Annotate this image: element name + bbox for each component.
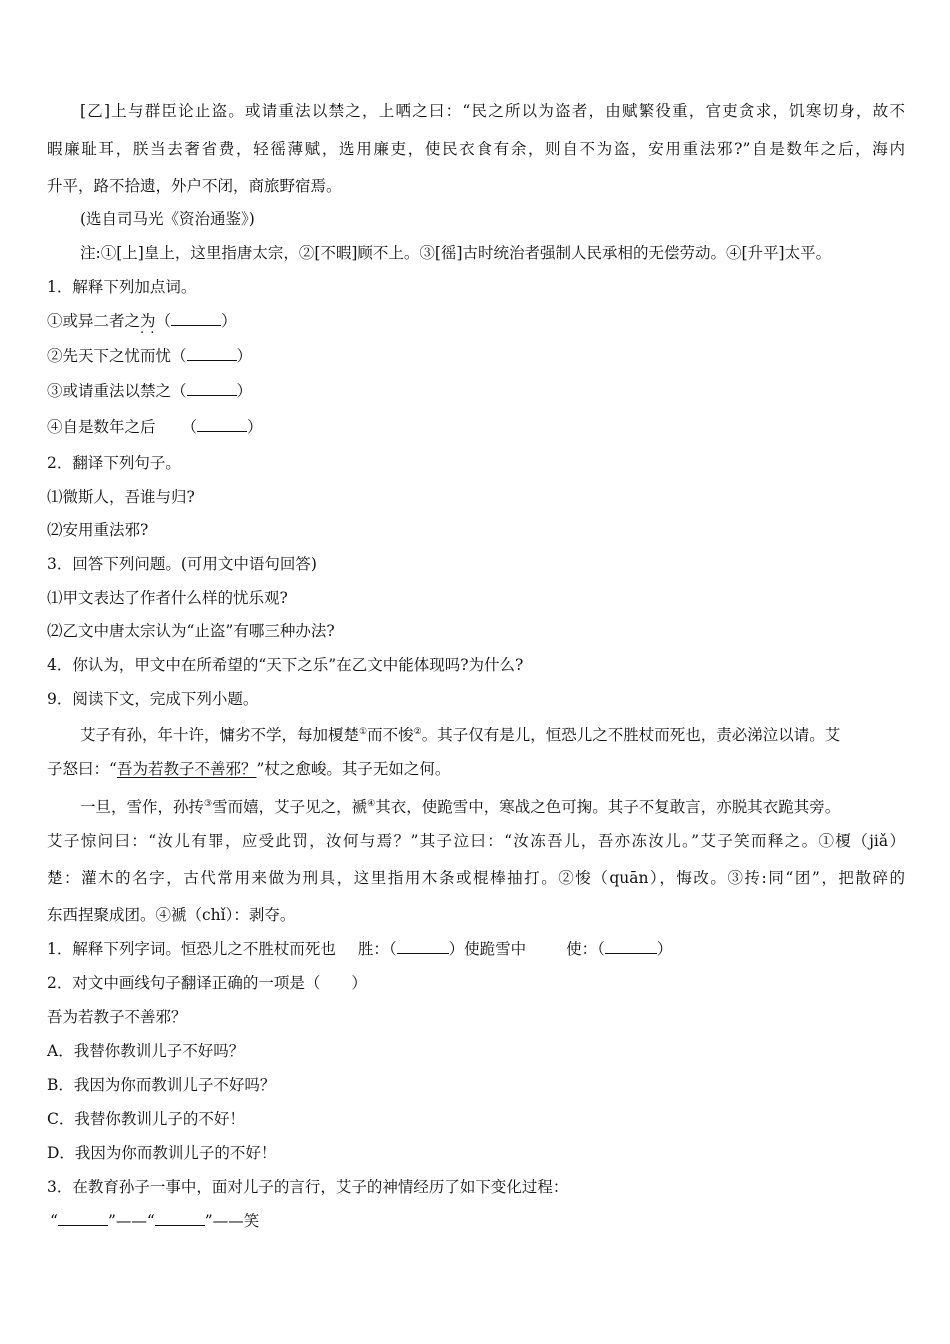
q9-para2-line3: 楚：灌木的名字，古代常用来做为刑具，这里指用木条或棍棒抽打。②悛（quān），悔改。③抟:同“团”，把散碎的 [47,869,905,887]
q9-text: 。其子仅有是儿，恒恐儿之不胜杖而死也，责必涕泣以请。艾 [421,726,841,745]
sub2-option-a[interactable]: A．我替你教训儿子不好吗？ [47,1042,245,1060]
q1-item-2-text: 先天下之忧而忧 [62,347,172,365]
sub2-sentence: 吾为若教子不善邪？ [47,1008,187,1026]
q1-item-2-num: ② [47,347,63,365]
q3-sub-1: ⑴甲文表达了作者什么样的忧乐观? [47,589,288,607]
q9-text: 雪而嬉，艾子见之，褫 [212,798,368,817]
sub1-label-sheng: 胜：（ [357,940,397,958]
sub1-close: ） [656,940,673,958]
footnote-marker: ③ [204,799,213,809]
q9-text: 而不悛 [367,726,414,745]
q1-item-4 [47,416,907,438]
q2-title: 2．翻译下列句子。 [47,454,181,472]
q2-sentence-1: ⑴微斯人，吾谁与归? [47,488,195,506]
q1-item-4-open: （ [181,418,198,436]
q9-text: 艾子有孙，年十许，慵劣不学，每加榎楚 [80,726,360,745]
q1-item-3-num: ③ [47,382,63,400]
sub1-text: 1．解释下列字词。恒恐儿之不胜杖而死也 [47,940,336,958]
sub1-text-2: ）使跪雪中 [448,940,527,958]
q1-item-3-close: ） [236,382,253,400]
q4-title: 4．你认为，甲文中在所希望的“天下之乐”在乙文中能体现吗?为什么? [47,656,524,674]
q9-text: 子怒曰：“ [47,760,117,778]
yi-passage-line-2: 暇廉耻耳，朕当去奢省费，轻徭薄赋，选用廉吏，使民衣食有余，则自不为盗，安用重法邪?”自是数年之后，海内 [47,140,905,158]
q9-title: 9．阅读下文，完成下列小题。 [47,690,259,708]
q1-item-2-blank[interactable] [187,346,237,361]
q9-para1-line2 [47,758,907,780]
sub3-title: 3．在教育孙子一事中，面对儿子的言行，艾子的神情经历了如下变化过程： [47,1178,569,1196]
footnote-marker: ④ [367,799,376,809]
yi-note: 注:①[上]皇上，这里指唐太宗，②[不暇]顾不上。③[徭]古时统治者强制人民承相的无偿劳动。④[升平]太平。 [80,244,832,262]
sub1-question [47,938,907,960]
q9-text: ”杖之愈峻。其子无如之何。 [256,760,451,778]
sub2-option-c[interactable]: C．我替你教训儿子的不好！ [47,1110,245,1128]
footnote-marker: ② [413,727,422,737]
q1-item-1 [47,310,907,332]
q3-title: 3．回答下列问题。(可用文中语句回答) [47,555,317,573]
q1-item-2-close: ） [236,347,253,365]
sub1-label-shi: 使：（ [566,940,605,958]
q1-item-3 [47,380,907,402]
q1-item-4-blank[interactable] [197,417,247,432]
sub3-blank-2[interactable] [155,1211,205,1226]
q1-item-3-open: （ [171,382,187,400]
sub3-blanks [50,1210,910,1232]
sub3-dash: ”——“ [107,1212,155,1230]
q2-sentence-2: ⑵安用重法邪? [47,521,149,539]
q3-sub-2: ⑵乙文中唐太宗认为“止盗”有哪三种办法? [47,622,335,640]
q9-text: 其衣，使跪雪中，寒战之色可掬。其子不复敢言，亦脱其衣跪其旁。 [375,798,841,817]
q1-item-2 [47,345,907,367]
q1-item-3-blank[interactable] [187,381,237,396]
q1-item-4-text: 自是数年之后 [62,418,156,436]
q1-item-1-blank[interactable] [171,311,221,326]
yi-source: (选自司马光《资治通鉴》) [80,210,255,228]
q1-item-3-text: 或请重法以禁之 [62,382,172,400]
q9-text: 一旦，雪作，孙抟 [80,798,205,817]
q9-para2-line4: 东西捏聚成团。④褫（chǐ）：剥夺。 [47,906,296,924]
yi-passage-line-1: [乙]上与群臣论止盗。或请重法以禁之，上哂之曰：“民之所以为盗者，由赋繁役重，官吏贪求，饥寒切身，故不 [80,102,905,120]
q1-item-4-close: ） [247,418,263,436]
q1-item-1-num: ① [47,312,63,330]
q1-title: 1．解释下列加点词。 [47,278,197,296]
sub1-blank-shi[interactable] [605,939,657,954]
yi-passage-line-3: 升平，路不拾遗，外户不闭，商旅野宿焉。 [47,177,342,195]
q1-item-1-open: （ [155,312,172,330]
q1-item-1-dotted: 为 . . [140,312,156,330]
q1-item-1-close: ） [221,312,237,330]
sub1-blank-sheng[interactable] [397,939,449,954]
sub3-quote: “ [50,1212,58,1230]
underlined-sentence: 吾为若教子不善邪？ [116,760,257,778]
sub2-title: 2．对文中画线句子翻译正确的一项是（ ） [47,974,367,992]
q1-item-2-open: （ [171,347,187,365]
sub3-end: ”——笑 [204,1212,260,1230]
q1-item-4-num: ④ [47,418,63,436]
q9-para2-line1 [80,793,905,818]
sub3-blank-1[interactable] [58,1211,108,1226]
sub2-option-b[interactable]: B．我因为你而教训儿子不好吗？ [47,1076,276,1094]
q9-para1-line1 [80,721,905,746]
q9-para2-line2: 艾子惊问曰：“汝儿有罪，应受此罚，汝何与焉？”其子泣曰：“汝冻吾儿，吾亦冻汝儿。”艾子笑而释之。①榎（jiǎ） [47,832,905,850]
sub2-option-d[interactable]: D．我因为你而教训儿子的不好！ [47,1144,277,1162]
q1-item-1-text: 或异二者之 [62,312,141,330]
footnote-marker: ① [359,727,368,737]
